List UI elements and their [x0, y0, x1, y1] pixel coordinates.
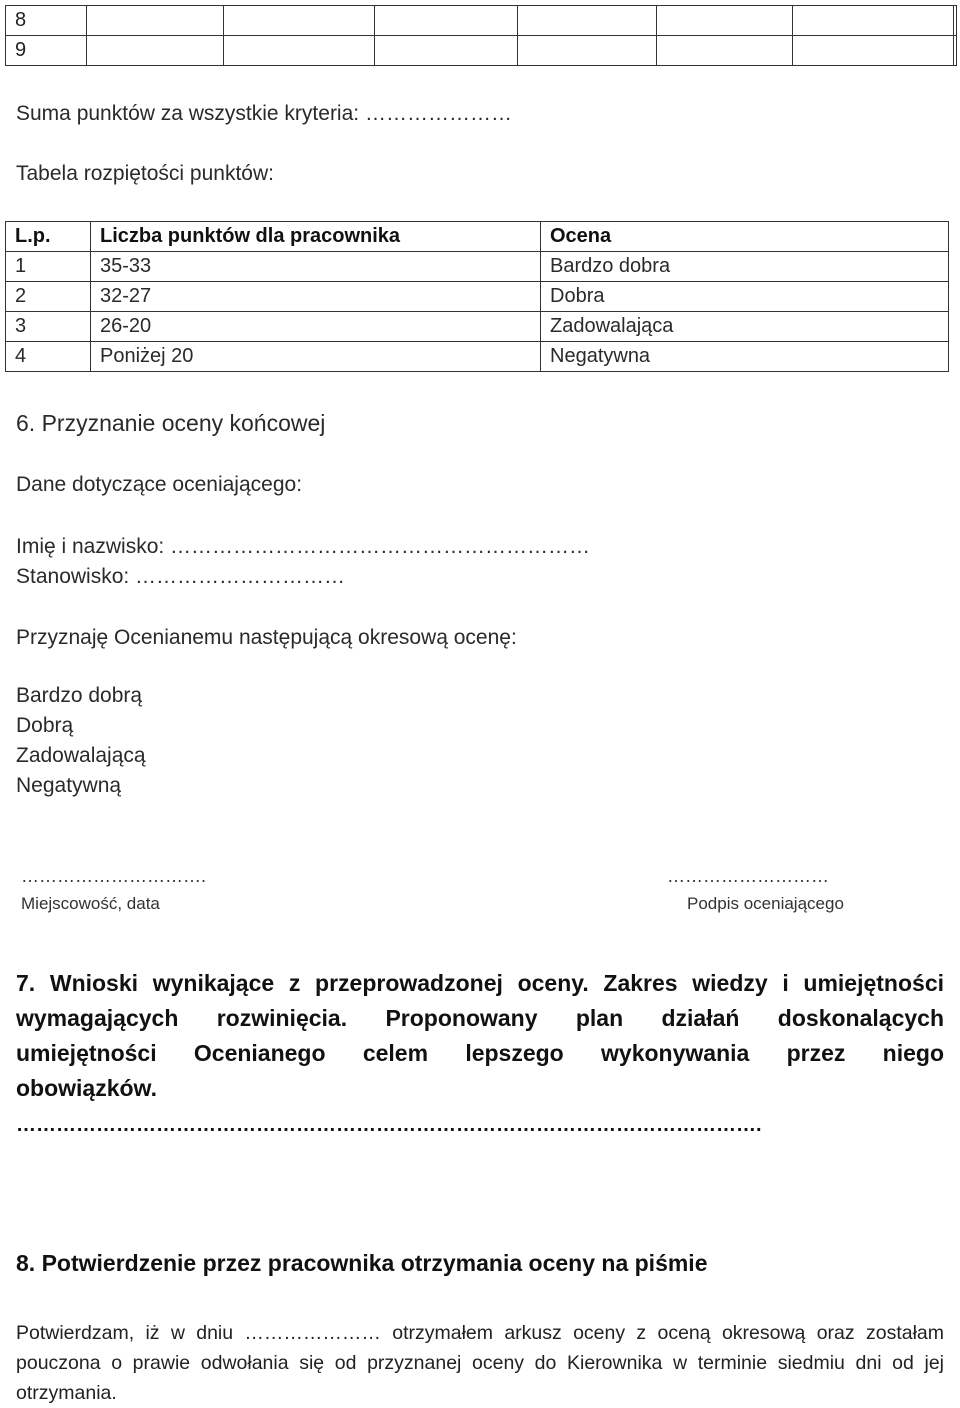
evaluator-label: Dane dotyczące oceniającego: — [16, 473, 303, 496]
cell-grade: Dobra — [541, 282, 949, 312]
table-row — [6, 252, 949, 282]
cell-points: 35-33 — [91, 252, 541, 282]
cell-grade: Bardzo dobra — [541, 252, 949, 282]
row-number: 9 — [6, 36, 87, 66]
place-date-label: Miejscowość, data — [21, 894, 160, 913]
criteria-table — [5, 5, 957, 66]
score-cell[interactable] — [375, 6, 518, 36]
cell-points: 26-20 — [91, 312, 541, 342]
name-field[interactable]: Imię i nazwisko: …………………………………………………… — [16, 535, 591, 558]
score-cell[interactable] — [518, 6, 657, 36]
grade-option[interactable]: Bardzo dobrą — [16, 684, 143, 707]
table-row — [6, 6, 957, 36]
section8-title: 8. Potwierdzenie przez pracownika otrzymania oceny na piśmie — [16, 1250, 708, 1276]
cell-lp: 3 — [6, 312, 91, 342]
grade-option[interactable]: Dobrą — [16, 714, 74, 737]
score-cell[interactable] — [224, 36, 375, 66]
section7-line: wymagających rozwinięcia. Proponowany plan działań doskonalących — [16, 1005, 944, 1031]
section6-title: 6. Przyznanie oceny końcowej — [16, 410, 326, 436]
grade-option[interactable]: Negatywną — [16, 774, 122, 797]
grant-line: Przyznaję Ocenianemu następującą okresową ocenę: — [16, 626, 517, 649]
place-date-field[interactable]: …………………………. — [21, 866, 207, 886]
score-cell[interactable] — [954, 36, 957, 66]
confirmation-paragraph: Potwierdzam, iż w dniu ………………… otrzymałem arkusz oceny z oceną okresową oraz zostałam pouczona o prawie odwołania się od przyznanej oceny do Kierownika w terminie siedmiu dni od jej otrzymania. — [16, 1322, 944, 1404]
grade-option[interactable]: Zadowalającą — [16, 744, 146, 767]
score-cell[interactable] — [954, 6, 957, 36]
header-lp: L.p. — [6, 222, 91, 252]
signature-label: Podpis oceniającego — [687, 894, 844, 913]
table-row — [6, 312, 949, 342]
score-cell[interactable] — [793, 6, 954, 36]
table-row — [6, 342, 949, 372]
sum-line: Suma punktów za wszystkie kryteria: ………………… — [16, 102, 512, 125]
section7-line: 7. Wnioski wynikające z przeprowadzonej oceny. Zakres wiedzy i umiejętności — [16, 970, 944, 996]
section7-line: obowiązków. — [16, 1075, 157, 1101]
table-row — [6, 36, 957, 66]
score-cell[interactable] — [87, 36, 224, 66]
table-header-row — [6, 222, 949, 252]
score-cell[interactable] — [657, 6, 793, 36]
cell-lp: 2 — [6, 282, 91, 312]
cell-points: Poniżej 20 — [91, 342, 541, 372]
signature-field[interactable]: ……………………… — [667, 866, 829, 886]
score-cell[interactable] — [224, 6, 375, 36]
cell-grade: Negatywna — [541, 342, 949, 372]
section7-title — [16, 966, 944, 1106]
header-points: Liczba punktów dla pracownika — [91, 222, 541, 252]
row-number: 8 — [6, 6, 87, 36]
cell-lp: 4 — [6, 342, 91, 372]
table-row — [6, 282, 949, 312]
score-range-table — [5, 221, 949, 372]
cell-points: 32-27 — [91, 282, 541, 312]
cell-grade: Zadowalająca — [541, 312, 949, 342]
cell-lp: 1 — [6, 252, 91, 282]
section7-line: umiejętności Ocenianego celem lepszego wykonywania przez niego — [16, 1040, 944, 1066]
score-cell[interactable] — [518, 36, 657, 66]
conclusions-field[interactable]: …………………………………………………………………………………………………. — [16, 1114, 762, 1136]
score-cell[interactable] — [375, 36, 518, 66]
header-grade: Ocena — [541, 222, 949, 252]
score-cell[interactable] — [657, 36, 793, 66]
range-title: Tabela rozpiętości punktów: — [16, 162, 274, 185]
position-field[interactable]: Stanowisko: ………………………… — [16, 565, 346, 588]
score-cell[interactable] — [87, 6, 224, 36]
score-cell[interactable] — [793, 36, 954, 66]
